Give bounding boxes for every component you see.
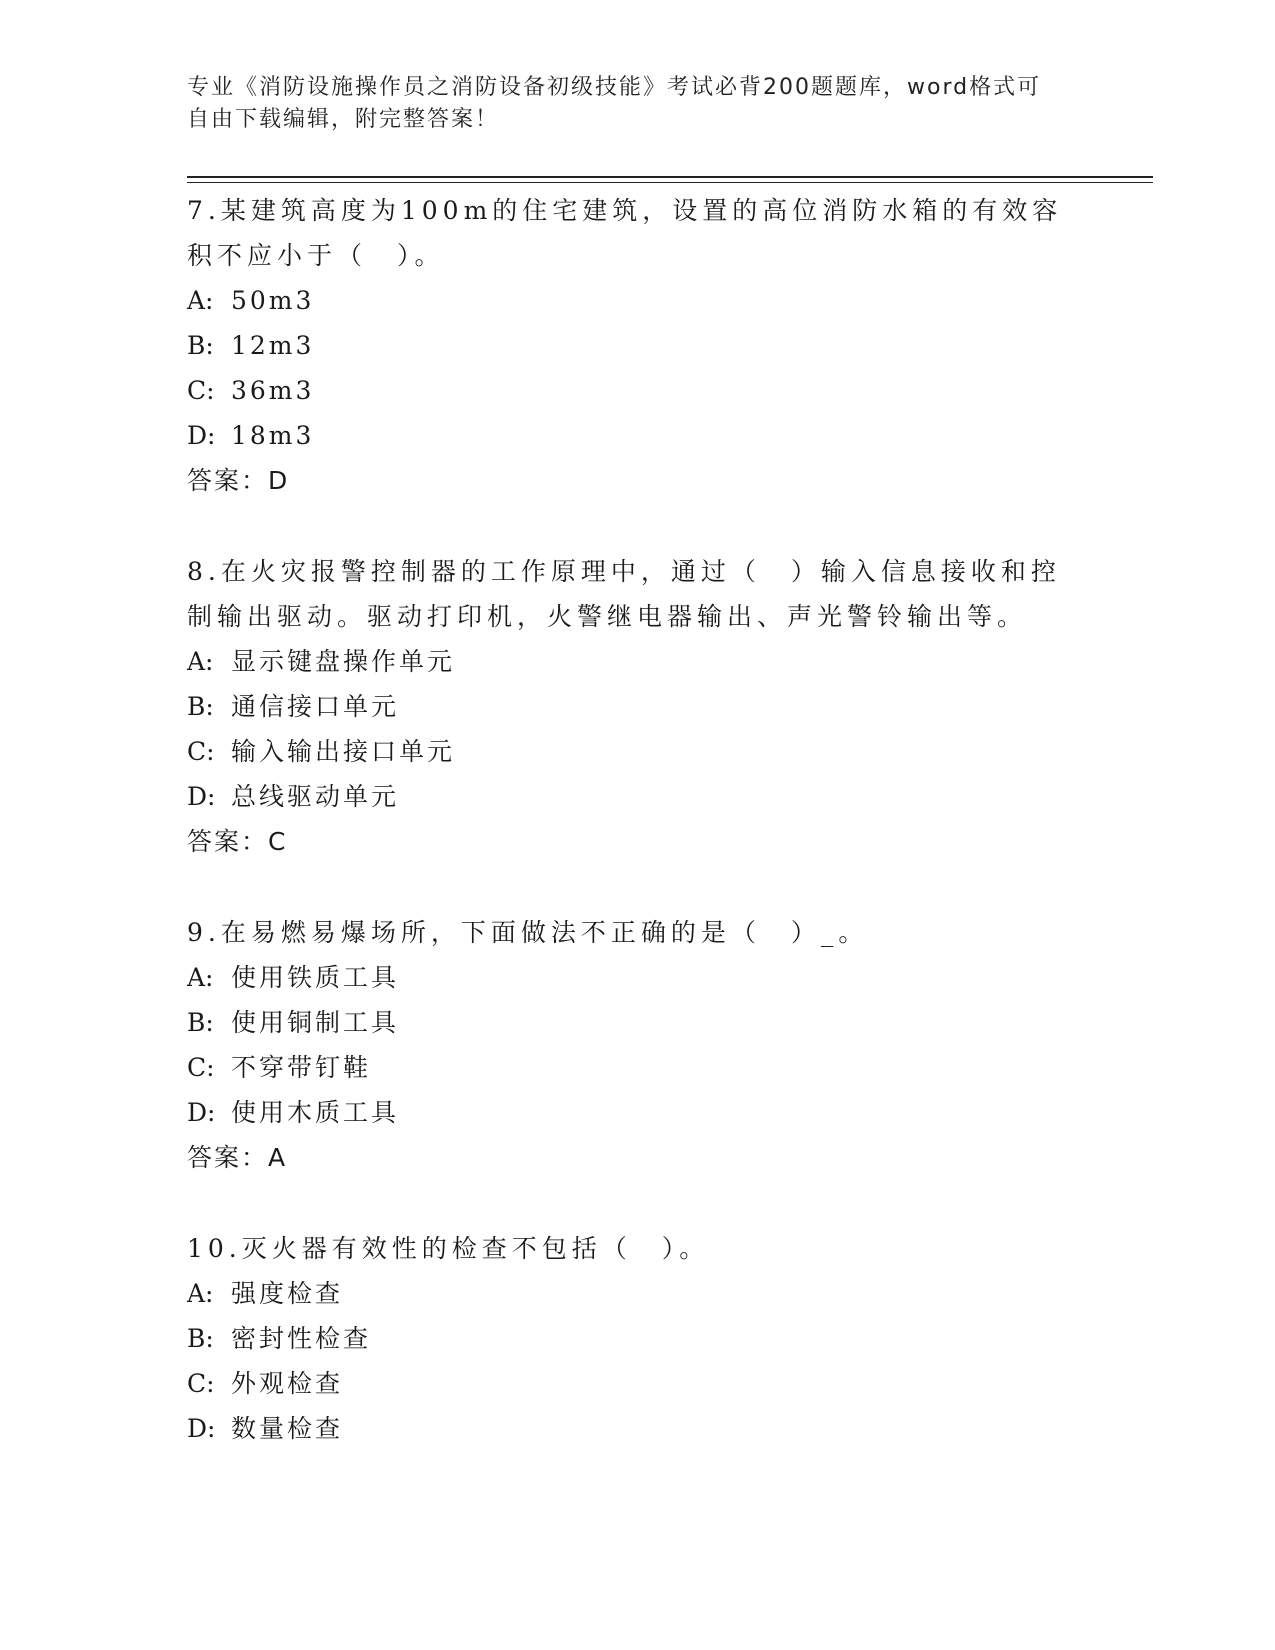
option-key: A: (187, 286, 214, 315)
option-b (187, 1000, 1087, 1045)
option-text: 50m3 (231, 286, 315, 315)
question-item (187, 910, 1087, 1180)
answer-line: 答案：C (187, 827, 288, 856)
option-text: 12m3 (231, 331, 315, 360)
option-text: 36m3 (231, 376, 315, 405)
option-d (187, 774, 1087, 819)
option-key: D: (187, 782, 216, 811)
option-c (187, 368, 1087, 413)
option-c (187, 729, 1087, 774)
option-key: C: (187, 1369, 215, 1398)
option-key: B: (187, 331, 214, 360)
option-text: 强度检查 (231, 1279, 344, 1308)
option-b (187, 684, 1087, 729)
option-d (187, 1090, 1087, 1135)
option-b (187, 323, 1087, 368)
question-list (187, 188, 1087, 1497)
option-key: A: (187, 963, 214, 992)
option-text: 显示键盘操作单元 (231, 647, 456, 676)
option-key: B: (187, 1324, 214, 1353)
option-key: C: (187, 376, 215, 405)
option-a (187, 1271, 1087, 1316)
question-stem: 8.在火灾报警控制器的工作原理中，通过（ ）输入信息接收和控制输出驱动。驱动打印机，火警继电器输出、声光警铃输出等。 (187, 557, 1061, 631)
option-key: D: (187, 1414, 216, 1443)
header-line-1: 专业《消防设施操作员之消防设备初级技能》考试必背200题题库，word格式可 (187, 75, 1042, 100)
option-key: D: (187, 1098, 216, 1127)
option-text: 数量检查 (231, 1414, 344, 1443)
question-stem: 10.灭火器有效性的检查不包括（ ）。 (187, 1234, 710, 1263)
option-key: B: (187, 692, 214, 721)
option-key: B: (187, 1008, 214, 1037)
option-a (187, 278, 1087, 323)
option-text: 18m3 (231, 421, 315, 450)
option-text: 使用铜制工具 (231, 1008, 400, 1037)
option-d (187, 1406, 1087, 1451)
option-text: 不穿带钉鞋 (231, 1053, 372, 1082)
option-b (187, 1316, 1087, 1361)
option-key: A: (187, 647, 214, 676)
question-stem: 9.在易燃易爆场所，下面做法不正确的是（ ）_。 (187, 918, 869, 947)
option-d (187, 413, 1087, 458)
option-text: 外观检查 (231, 1369, 344, 1398)
header-divider-thin (187, 182, 1153, 183)
option-text: 总线驱动单元 (231, 782, 400, 811)
answer-line: 答案：D (187, 466, 290, 495)
option-a (187, 955, 1087, 1000)
option-key: C: (187, 1053, 215, 1082)
option-key: A: (187, 1279, 214, 1308)
option-c (187, 1045, 1087, 1090)
option-text: 密封性检查 (231, 1324, 372, 1353)
document-header (187, 72, 1067, 136)
header-divider-thick (187, 176, 1153, 178)
header-line-2: 自由下载编辑，附完整答案！ (187, 107, 500, 132)
option-text: 使用铁质工具 (231, 963, 400, 992)
answer-line: 答案：A (187, 1143, 288, 1172)
option-text: 输入输出接口单元 (231, 737, 456, 766)
option-c (187, 1361, 1087, 1406)
option-key: D: (187, 421, 216, 450)
question-stem: 7.某建筑高度为100m的住宅建筑，设置的高位消防水箱的有效容积不应小于（ ）。 (187, 196, 1063, 270)
option-key: C: (187, 737, 215, 766)
question-item (187, 1226, 1087, 1451)
option-a (187, 639, 1087, 684)
option-text: 使用木质工具 (231, 1098, 400, 1127)
question-item (187, 188, 1087, 503)
option-text: 通信接口单元 (231, 692, 400, 721)
question-item (187, 549, 1087, 864)
